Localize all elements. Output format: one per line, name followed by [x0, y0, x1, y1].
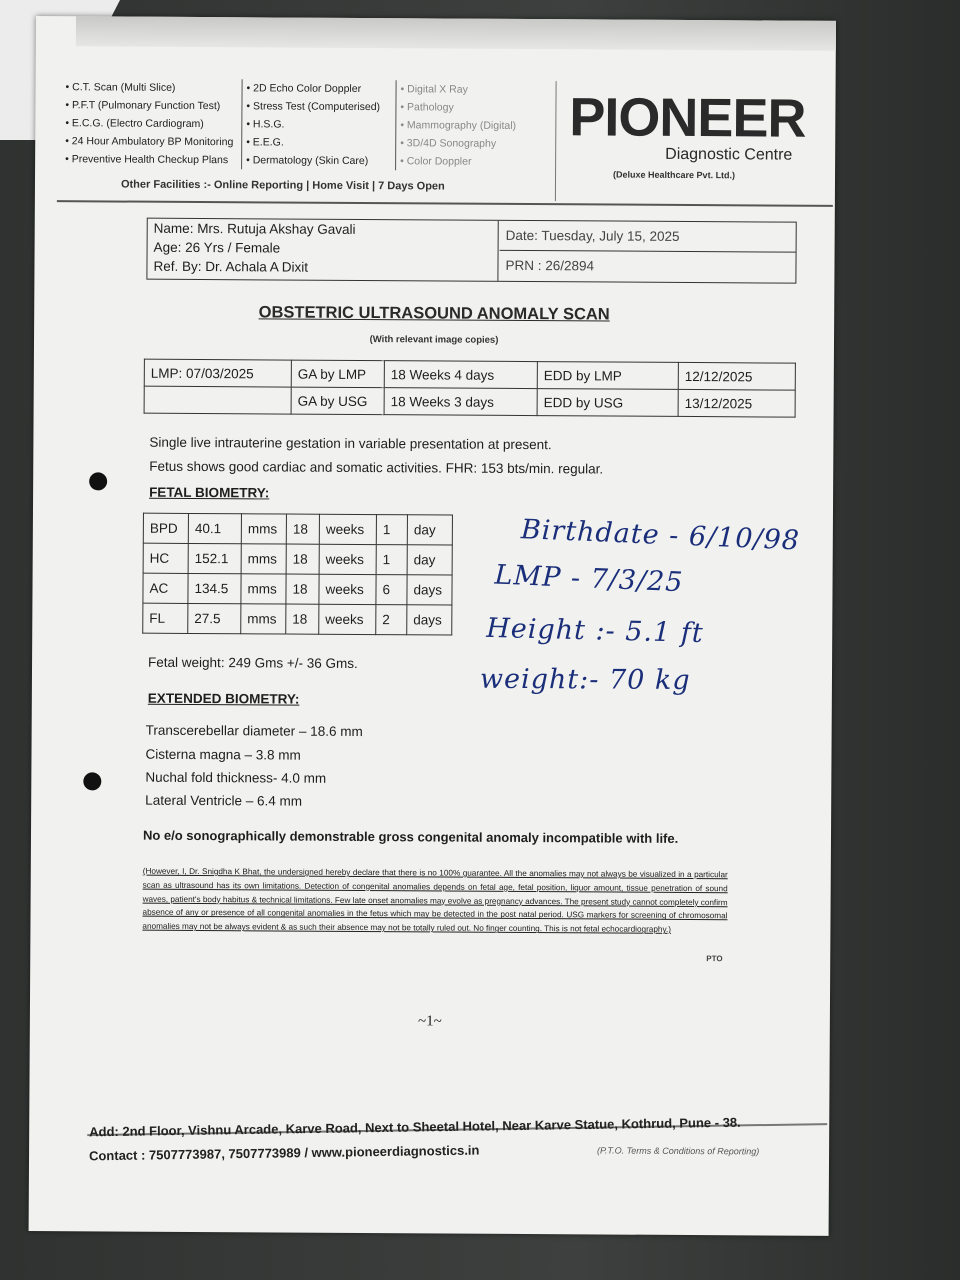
table-cell: 18	[286, 574, 319, 604]
table-cell: 134.5	[188, 573, 241, 603]
table-cell: weeks	[319, 514, 376, 544]
handwritten-lmp: LMP - 7/3/25	[494, 559, 685, 599]
fetal-weight: Fetal weight: 249 Gms +/- 36 Gms.	[148, 654, 358, 671]
extended-item: Nuchal fold thickness- 4.0 mm	[145, 769, 327, 786]
punch-hole	[83, 772, 101, 790]
table-row	[143, 573, 452, 605]
table-cell: 18	[286, 604, 319, 634]
patient-age: Age: 26 Yrs / Female	[153, 239, 281, 256]
table-cell: LMP: 07/03/2025	[144, 359, 291, 387]
finding-line: Fetus shows good cardiac and somatic activities. FHR: 153 bts/min. regular.	[149, 458, 604, 477]
table-cell: 12/12/2025	[678, 362, 795, 390]
table-cell: EDD by LMP	[537, 362, 678, 390]
table-cell: GA by USG	[291, 387, 384, 415]
fetal-biometry-table	[142, 513, 453, 636]
extended-biometry-heading: EXTENDED BIOMETRY:	[147, 690, 300, 707]
table-cell: mms	[241, 604, 286, 634]
table-cell: 18 Weeks 4 days	[384, 361, 537, 389]
table-cell: 6	[376, 575, 407, 605]
table-row	[143, 543, 452, 575]
referring-doctor: Ref. By: Dr. Achala A Dixit	[153, 258, 309, 275]
header-divider	[555, 81, 557, 201]
service-item: • Digital X Ray	[400, 83, 468, 96]
table-cell: HC	[143, 543, 188, 573]
table-cell: days	[407, 575, 452, 605]
extended-item: Transcerebellar diameter – 18.6 mm	[145, 722, 363, 740]
service-item: • H.S.G.	[246, 118, 285, 131]
table-cell: day	[407, 545, 452, 575]
scanner-shadow	[76, 16, 836, 51]
table-cell: FL	[143, 603, 188, 633]
service-item: • 24 Hour Ambulatory BP Monitoring	[65, 135, 234, 149]
footer-terms: (P.T.O. Terms & Conditions of Reporting)	[597, 1145, 760, 1157]
service-item: • 2D Echo Color Doppler	[246, 82, 362, 95]
table-cell: 18	[286, 544, 319, 574]
report-date: Date: Tuesday, July 15, 2025	[500, 221, 796, 253]
services-column-2	[241, 79, 380, 170]
service-item: • Stress Test (Computerised)	[246, 100, 381, 114]
report-page	[29, 16, 836, 1236]
logo-company: (Deluxe Healthcare Pvt. Ltd.)	[613, 169, 736, 181]
extended-item: Lateral Ventricle – 6.4 mm	[145, 792, 303, 809]
table-cell: 13/12/2025	[678, 389, 795, 417]
pto-mark: PTO	[706, 954, 723, 964]
service-item: • E.E.G.	[246, 136, 284, 149]
dates-table	[144, 359, 796, 418]
conclusion: No e/o sonographically demonstrable gross congenital anomaly incompatible with life.	[142, 827, 679, 846]
table-cell: GA by LMP	[291, 360, 384, 388]
table-cell: weeks	[319, 544, 376, 574]
table-row	[144, 359, 795, 390]
pioneer-logo	[563, 87, 804, 198]
handwritten-birthdate: Birthdate - 6/10/98	[520, 514, 801, 557]
table-cell: weeks	[319, 574, 376, 604]
table-cell: mms	[241, 544, 286, 574]
table-cell: 1	[376, 515, 407, 545]
table-cell: mms	[241, 514, 286, 544]
table-cell: days	[407, 605, 452, 635]
service-item: • P.F.T (Pulmonary Function Test)	[65, 99, 221, 113]
fetal-biometry-heading: FETAL BIOMETRY:	[149, 484, 270, 501]
service-item: • Pathology	[400, 101, 454, 114]
table-cell: 18	[286, 514, 319, 544]
finding-line: Single live intrauterine gestation in variable presentation at present.	[149, 434, 552, 453]
footer-address: Add: 2nd Floor, Vishnu Arcade, Karve Road, Next to Sheetal Hotel, Near Karve Statue, Kothrud, Pune - 38.	[89, 1114, 741, 1140]
service-item: • 3D/4D Sonography	[400, 137, 497, 150]
table-row	[144, 386, 795, 417]
extended-item: Cisterna magna – 3.8 mm	[145, 746, 301, 763]
table-cell: BPD	[143, 513, 188, 543]
service-item: • Mammography (Digital)	[400, 119, 517, 132]
service-item: • Preventive Health Checkup Plans	[65, 153, 229, 167]
handwritten-height: Height :- 5.1 ft	[485, 612, 705, 649]
footer-contact: Contact : 7507773987, 7507773989 / www.pioneerdiagnostics.in	[88, 1142, 480, 1164]
report-subtitle: (With relevant image copies)	[369, 334, 499, 346]
table-row	[143, 603, 452, 635]
table-cell: 18 Weeks 3 days	[384, 388, 537, 416]
table-row	[143, 513, 452, 545]
table-cell: 40.1	[188, 513, 241, 543]
report-meta	[499, 221, 795, 283]
patient-info-box	[146, 218, 796, 284]
table-cell: EDD by USG	[537, 389, 678, 417]
punch-hole	[89, 472, 107, 490]
service-item: • C.T. Scan (Multi Slice)	[65, 81, 176, 94]
report-prn: PRN : 26/2894	[505, 257, 595, 274]
logo-subtitle: Diagnostic Centre	[665, 145, 793, 164]
service-item: • Dermatology (Skin Care)	[246, 154, 369, 168]
other-facilities: Other Facilities :- Online Reporting | Home Visit | 7 Days Open	[120, 178, 445, 193]
table-cell: 1	[376, 545, 407, 575]
patient-details	[147, 219, 498, 281]
page-number: ~1~	[417, 1013, 442, 1030]
table-cell	[144, 386, 291, 414]
table-cell: 152.1	[188, 543, 241, 573]
table-cell: 27.5	[188, 603, 241, 633]
disclaimer: (However, I, Dr. Snigdha K Bhat, the undersigned hereby declare that there is no 100% guarantee. All the anomalies may not always be visualized in a particular scan as ultrasound has its own limitations. Detection of congenital anomalies depends on fetal age, fetal position, liquor amount, tissue penetration of sound waves, patient's body habitus & technical limitations. Few late onset anomalies may evolve as pregnancy advances. The present study cannot completely confirm absence of any or presence of all congenital anomalies in the fetus which may be detected in the post natal period. USG markers for screening of chromosomal anomalies may not be always evident & as such their absence may not be totally ruled out. No finger counting. This is not fetal echocardiography.)	[142, 866, 728, 935]
logo-wordmark: PIONEER	[569, 87, 806, 149]
table-cell: weeks	[319, 604, 376, 634]
patient-name: Name: Mrs. Rutuja Akshay Gavali	[153, 220, 356, 237]
table-cell: day	[407, 515, 452, 545]
table-cell: AC	[143, 573, 188, 603]
table-cell: mms	[241, 574, 286, 604]
service-item: • Color Doppler	[400, 155, 472, 168]
service-item: • E.C.G. (Electro Cardiogram)	[65, 117, 204, 131]
report-title: OBSTETRIC ULTRASOUND ANOMALY SCAN	[258, 303, 610, 324]
services-column-3	[395, 80, 516, 171]
header-rule	[57, 200, 833, 207]
services-column-1	[65, 78, 234, 169]
handwritten-weight: weight:- 70 kg	[479, 663, 691, 697]
table-cell: 2	[376, 605, 407, 635]
